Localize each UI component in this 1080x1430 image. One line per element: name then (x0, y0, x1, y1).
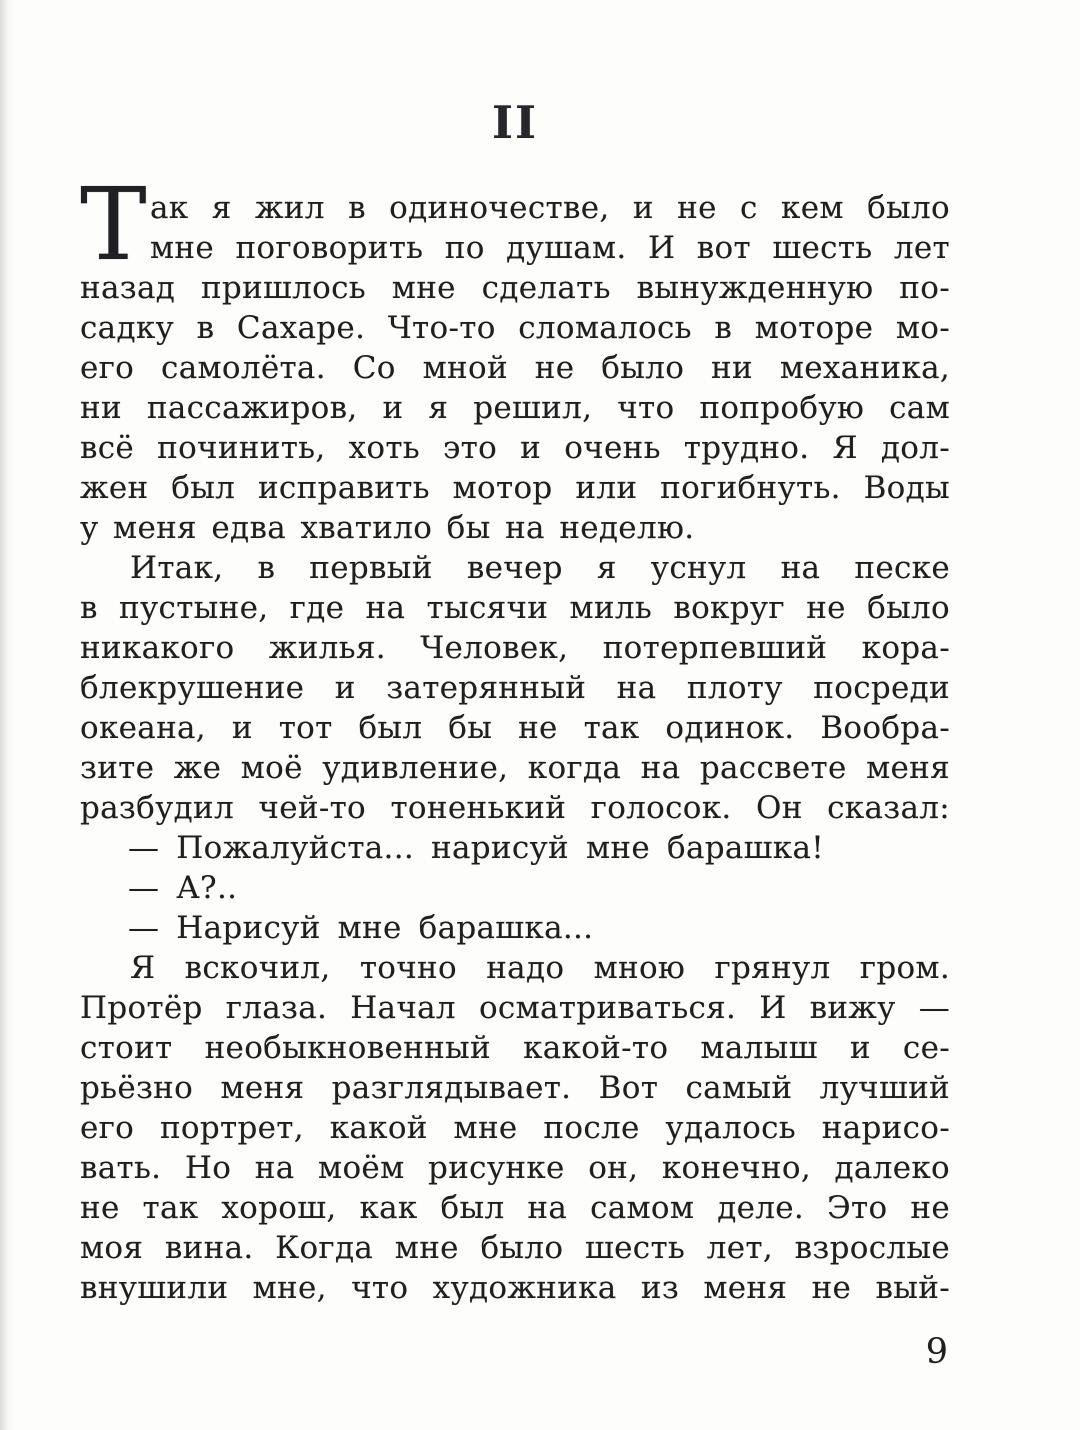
text-line: жен был исправить мотор или погибнуть. Воды (80, 470, 950, 506)
text-line: никакого жилья. Человек, потерпевший кора- (80, 630, 950, 666)
text-line: Итак, в первый вечер я уснул на песке (130, 550, 950, 586)
text-line: его самолёта. Со мной не было ни механика, (80, 350, 950, 386)
text-line: разбудил чей-то тоненький голосок. Он сказал: (80, 790, 950, 826)
text-line: — Нарисуй мне барашка... (128, 910, 594, 946)
text-line: ни пассажиров, и я решил, что попробую сам (80, 390, 950, 426)
text-line: океана, и тот был бы не так одинок. Вообра- (80, 710, 950, 746)
text-line: блекрушение и затерянный на плоту посреди (80, 670, 950, 706)
text-line: рьёзно меня разглядывает. Вот самый лучший (80, 1070, 950, 1106)
text-line: — Пожалуйста... нарисуй мне барашка! (128, 830, 824, 866)
text-line: мне поговорить по душам. И вот шесть лет (150, 230, 950, 266)
page-text-lines (80, 188, 950, 1308)
text-line: вать. Но на моём рисунке он, конечно, далеко (80, 1150, 950, 1186)
text-line: садку в Сахаре. Что-то сломалось в моторе мо- (80, 310, 950, 346)
drop-cap: Т (80, 166, 147, 283)
text-line: всё починить, хоть это и очень трудно. Я дол- (80, 430, 950, 466)
page-text (80, 166, 950, 1308)
text-line: стоит необыкновенный какой-то малыш и се- (80, 1030, 950, 1066)
text-line: не так хорош, как был на самом деле. Это не (80, 1190, 950, 1226)
text-line: назад пришлось мне сделать вынужденную по- (80, 270, 950, 306)
text-line: его портрет, какой мне после удалось нарисо- (80, 1110, 950, 1146)
text-line: Протёр глаза. Начал осматриваться. И вижу — (80, 990, 950, 1026)
page-edge-shadow (0, 0, 14, 1430)
text-line: внушили мне, что художника из меня не вый- (80, 1270, 950, 1306)
text-line: у меня едва хватило бы на неделю. (80, 510, 695, 546)
text-line: ак я жил в одиночестве, и не с кем было (150, 190, 950, 226)
text-line: в пустыне, где на тысячи миль вокруг не было (80, 590, 950, 626)
page-number: 9 (925, 1332, 948, 1372)
chapter-heading: II (491, 96, 539, 149)
text-line: моя вина. Когда мне было шесть лет, взрослые (80, 1230, 950, 1266)
text-line: зите же моё удивление, когда на рассвете меня (80, 750, 950, 786)
text-line: — А?.. (128, 870, 238, 906)
text-line: Я вскочил, точно надо мною грянул гром. (130, 950, 950, 986)
